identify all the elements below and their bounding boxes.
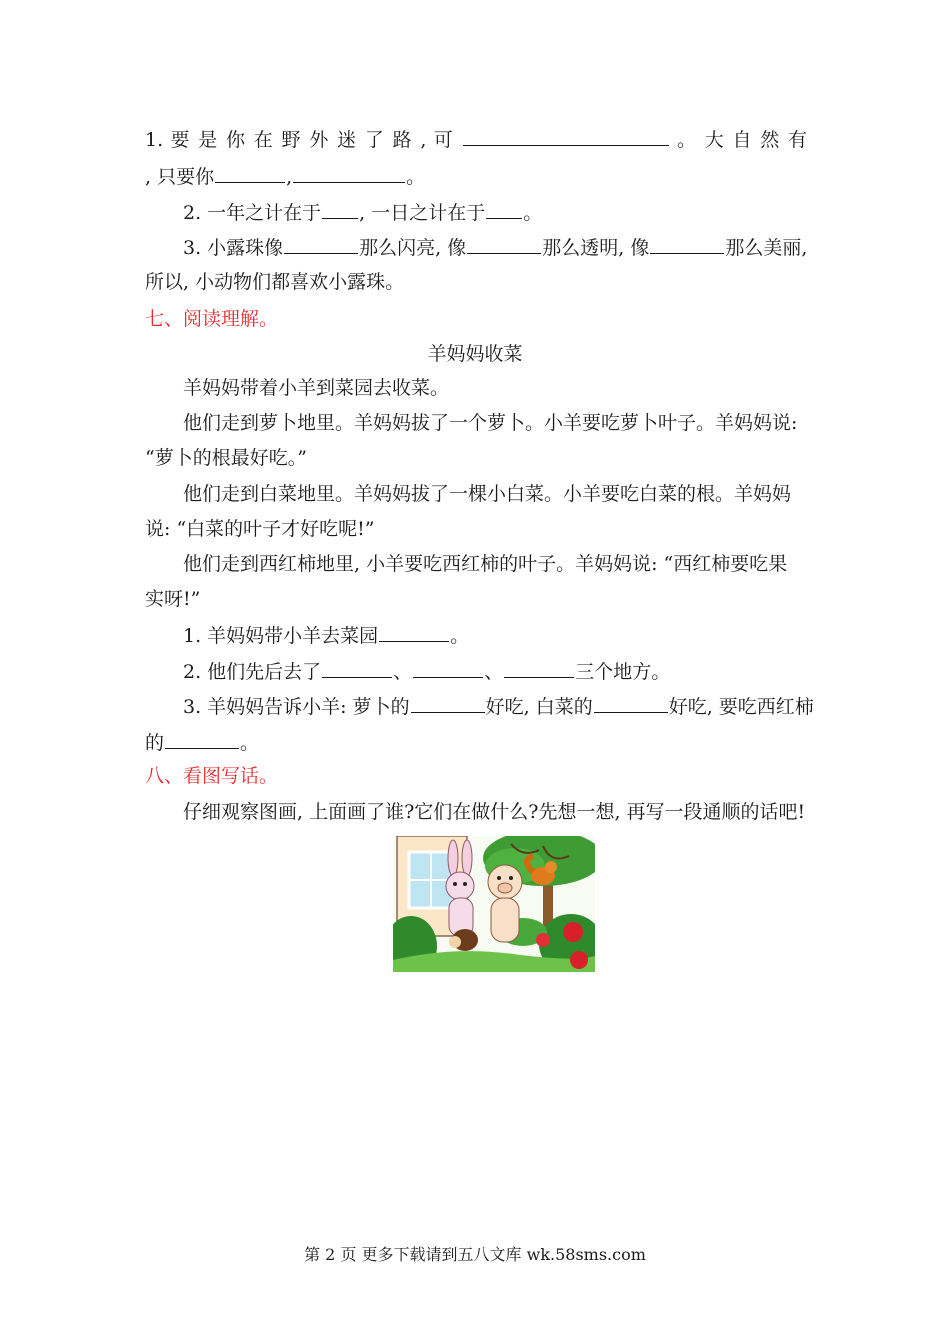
s7-q3-end: 。	[240, 732, 260, 754]
section-7-heading: 七、阅读理解。	[145, 308, 279, 330]
s7-question-2	[145, 658, 845, 684]
s6-question-1	[145, 126, 807, 152]
s7-question-3	[145, 693, 814, 719]
s6-q1-end: 。	[406, 166, 426, 188]
story-paragraph-2: 他们走到萝卜地里。羊妈妈拔了一个萝卜。小羊要吃萝卜叶子。羊妈妈说:	[183, 412, 798, 434]
s6-q1-sep: ,	[286, 166, 293, 188]
s6-q1-line2-text: , 只要你	[145, 166, 215, 188]
s7-q3-line2-text: 的	[145, 732, 165, 754]
garden-animals-illustration	[393, 836, 595, 972]
s6-question-1-line2	[145, 163, 807, 189]
s7-q1-end: 。	[450, 625, 470, 647]
answer-blank[interactable]	[467, 234, 541, 254]
answer-blank[interactable]	[293, 163, 405, 183]
answer-blank[interactable]	[165, 729, 239, 749]
s6-question-3-line2: 所以, 小动物们都喜欢小露珠。	[145, 271, 405, 293]
s7-q3-text-b: 好吃, 白菜的	[485, 696, 593, 718]
s6-q3-text-a: 3. 小露珠像	[183, 237, 284, 259]
writing-prompt: 仔细观察图画, 上面画了谁?它们在做什么?先想一想, 再写一段通顺的话吧!	[183, 801, 806, 823]
story-paragraph-4: 他们走到西红柿地里, 小羊要吃西红柿的叶子。羊妈妈说: “西红柿要吃果	[183, 553, 788, 575]
s6-q3-text-b: 那么闪亮, 像	[359, 237, 467, 259]
s7-q1-text: 1. 羊妈妈带小羊去菜园	[183, 625, 379, 647]
answer-blank[interactable]	[284, 234, 358, 254]
answer-blank[interactable]	[486, 199, 522, 219]
s6-q2-end: 。	[523, 202, 543, 224]
answer-blank[interactable]	[504, 658, 574, 678]
story-paragraph-2-line2: “萝卜的根最好吃。”	[145, 447, 307, 469]
page-footer: 第 2 页 更多下载请到五八文库 wk.58sms.com	[304, 1245, 646, 1264]
answer-blank[interactable]	[215, 163, 285, 183]
s7-q2-sep: 、	[484, 661, 504, 683]
s7-q2-text: 2. 他们先后去了	[183, 661, 322, 683]
story-paragraph-3: 他们走到白菜地里。羊妈妈拔了一棵小白菜。小羊要吃白菜的根。羊妈妈	[183, 483, 792, 505]
section-8-heading: 八、看图写话。	[145, 765, 279, 787]
story-paragraph-3-line2: 说: “白菜的叶子才好吃呢!”	[145, 518, 375, 540]
s6-question-2	[145, 199, 845, 225]
answer-blank[interactable]	[463, 126, 669, 146]
story-paragraph-4-line2: 实呀!”	[145, 588, 201, 610]
answer-blank[interactable]	[322, 199, 358, 219]
s7-question-1	[145, 622, 845, 648]
s7-q2-end: 三个地方。	[575, 661, 671, 683]
s7-q3-text-c: 好吃, 要吃西红柿	[668, 696, 814, 718]
s6-q3-text-c: 那么透明, 像	[542, 237, 650, 259]
answer-blank[interactable]	[411, 693, 485, 713]
answer-blank[interactable]	[650, 234, 724, 254]
answer-blank[interactable]	[594, 693, 668, 713]
s7-q3-text-a: 3. 羊妈妈告诉小羊: 萝卜的	[183, 696, 410, 718]
story-paragraph-1: 羊妈妈带着小羊到菜园去收菜。	[183, 377, 450, 399]
s6-q2-text-a: 2. 一年之计在于	[183, 202, 322, 224]
s6-question-3	[145, 234, 807, 260]
s7-question-3-line2	[145, 729, 807, 755]
answer-blank[interactable]	[322, 658, 392, 678]
s6-q2-text-b: , 一日之计在于	[359, 202, 486, 224]
s6-q1-text-b: 。 大 自 然 有	[676, 129, 807, 151]
s6-q3-text-d: 那么美丽,	[725, 237, 808, 259]
s6-q1-text-a: 1. 要 是 你 在 野 外 迷 了 路 , 可	[145, 129, 455, 151]
s7-q2-sep: 、	[393, 661, 413, 683]
story-title: 羊妈妈收菜	[427, 343, 523, 365]
answer-blank[interactable]	[379, 622, 449, 642]
answer-blank[interactable]	[413, 658, 483, 678]
